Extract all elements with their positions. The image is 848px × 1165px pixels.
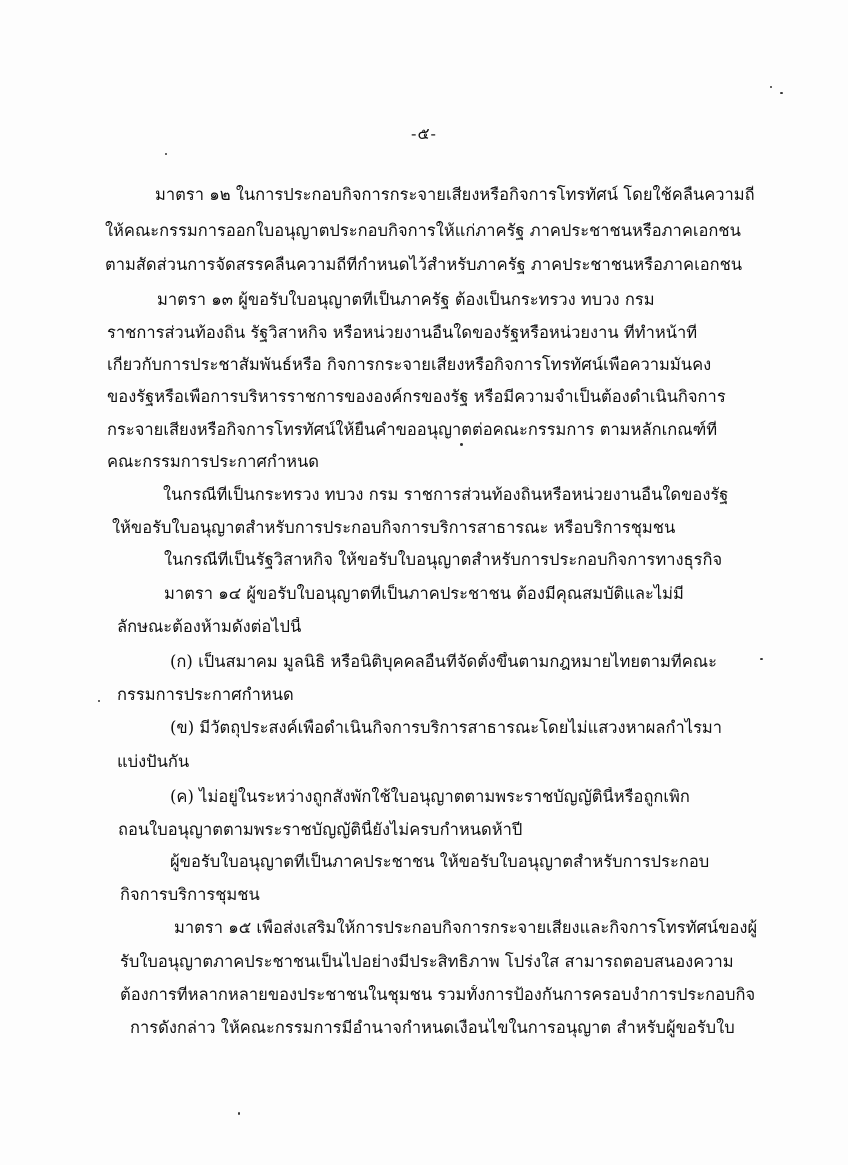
text-line: ผู้ขอรับใบอนุญาตที่เป็นภาคประชาชน ให้ขอรับใบอนุญาตสำหรับการประกอบ — [170, 852, 710, 871]
text-line: (ค) ไม่อยู่ในระหว่างถูกสั่งพักใช้ใบอนุญาตตามพระราชบัญญัตินี้หรือถูกเพิก — [170, 787, 690, 806]
text-line: ถอนใบอนุญาตตามพระราชบัญญัตินี้ยังไม่ครบกำหนดห้าปี — [118, 820, 523, 839]
text-line: แบ่งปันกัน — [117, 752, 190, 771]
text-line: ของรัฐหรือเพื่อการบริหารราชการขององค์กรของรัฐ หรือมีความจำเป็นต้องดำเนินกิจการ — [107, 387, 726, 406]
text-line: ตามสัดส่วนการจัดสรรคลื่นความถี่ที่กำหนดไว้สำหรับภาครัฐ ภาคประชาชนหรือภาคเอกชน — [105, 255, 743, 274]
scan-speck — [780, 92, 783, 94]
scan-speck — [165, 153, 167, 155]
text-line: มาตรา ๑๒ ในการประกอบกิจการกระจายเสียงหรือกิจการโทรทัศน์ โดยใช้คลื่นความถี่ — [155, 185, 755, 204]
text-line: ในกรณีที่เป็นกระทรวง ทบวง กรม ราชการส่วนท้องถิ่นหรือหน่วยงานอื่นใดของรัฐ — [163, 485, 729, 504]
scan-speck — [98, 700, 100, 702]
text-line: (ข) มีวัตถุประสงค์เพื่อดำเนินกิจการบริการสาธารณะโดยไม่แสวงหาผลกำไรมา — [170, 718, 723, 737]
text-line: มาตรา ๑๕ เพื่อส่งเสริมให้การประกอบกิจการกระจายเสียงและกิจการโทรทัศน์ของผู้ — [174, 918, 758, 937]
scan-speck — [460, 443, 463, 446]
text-line: การดังกล่าว ให้คณะกรรมการมีอำนาจกำหนดเงื่อนไขในการอนุญาต สำหรับผู้ขอรับใบ — [130, 1018, 735, 1037]
text-line: ในกรณีที่เป็นรัฐวิสาหกิจ ให้ขอรับใบอนุญาตสำหรับการประกอบกิจการทางธุรกิจ — [164, 550, 723, 569]
scan-speck — [760, 658, 763, 660]
text-line: ลักษณะต้องห้ามดังต่อไปนี้ — [117, 617, 302, 636]
text-line: กระจายเสียงหรือกิจการโทรทัศน์ให้ยื่นคำขออนุญาตต่อคณะกรรมการ ตามหลักเกณฑ์ที่ — [107, 420, 718, 439]
text-line: รับใบอนุญาตภาคประชาชนเป็นไปอย่างมีประสิทธิภาพ โปร่งใส สามารถตอบสนองความ — [120, 952, 734, 971]
text-line: กรรมการประกาศกำหนด — [117, 685, 294, 704]
page-number: -๕- — [411, 124, 437, 143]
text-line: เกี่ยวกับการประชาสัมพันธ์หรือ กิจการกระจายเสียงหรือกิจการโทรทัศน์เพื่อความมั่นคง — [107, 355, 712, 374]
text-line: ให้ขอรับใบอนุญาตสำหรับการประกอบกิจการบริการสาธารณะ หรือบริการชุมชน — [112, 518, 676, 537]
text-line: มาตรา ๑๓ ผู้ขอรับใบอนุญาตที่เป็นภาครัฐ ต้องเป็นกระทรวง ทบวง กรม — [157, 290, 655, 309]
text-line: มาตรา ๑๔ ผู้ขอรับใบอนุญาตที่เป็นภาคประชาชน ต้องมีคุณสมบัติและไม่มี — [164, 584, 684, 603]
scan-speck — [238, 1112, 240, 1115]
scan-speck — [770, 86, 772, 88]
text-line: กิจการบริการชุมชน — [120, 885, 260, 904]
text-line: ราชการส่วนท้องถิ่น รัฐวิสาหกิจ หรือหน่วยงานอื่นใดของรัฐหรือหน่วยงาน ที่ทำหน้าที่ — [107, 323, 698, 342]
text-line: (ก) เป็นสมาคม มูลนิธิ หรือนิติบุคคลอื่นที่จัดตั้งขึ้นตามกฎหมายไทยตามที่คณะ — [170, 652, 717, 671]
text-line: คณะกรรมการประกาศกำหนด — [107, 452, 319, 471]
text-line: ต้องการที่หลากหลายของประชาชนในชุมชน รวมทั้งการป้องกันการครอบงำการประกอบกิจ — [120, 985, 756, 1004]
text-line: ให้คณะกรรมการออกใบอนุญาตประกอบกิจการให้แก่ภาครัฐ ภาคประชาชนหรือภาคเอกชน — [105, 221, 741, 240]
